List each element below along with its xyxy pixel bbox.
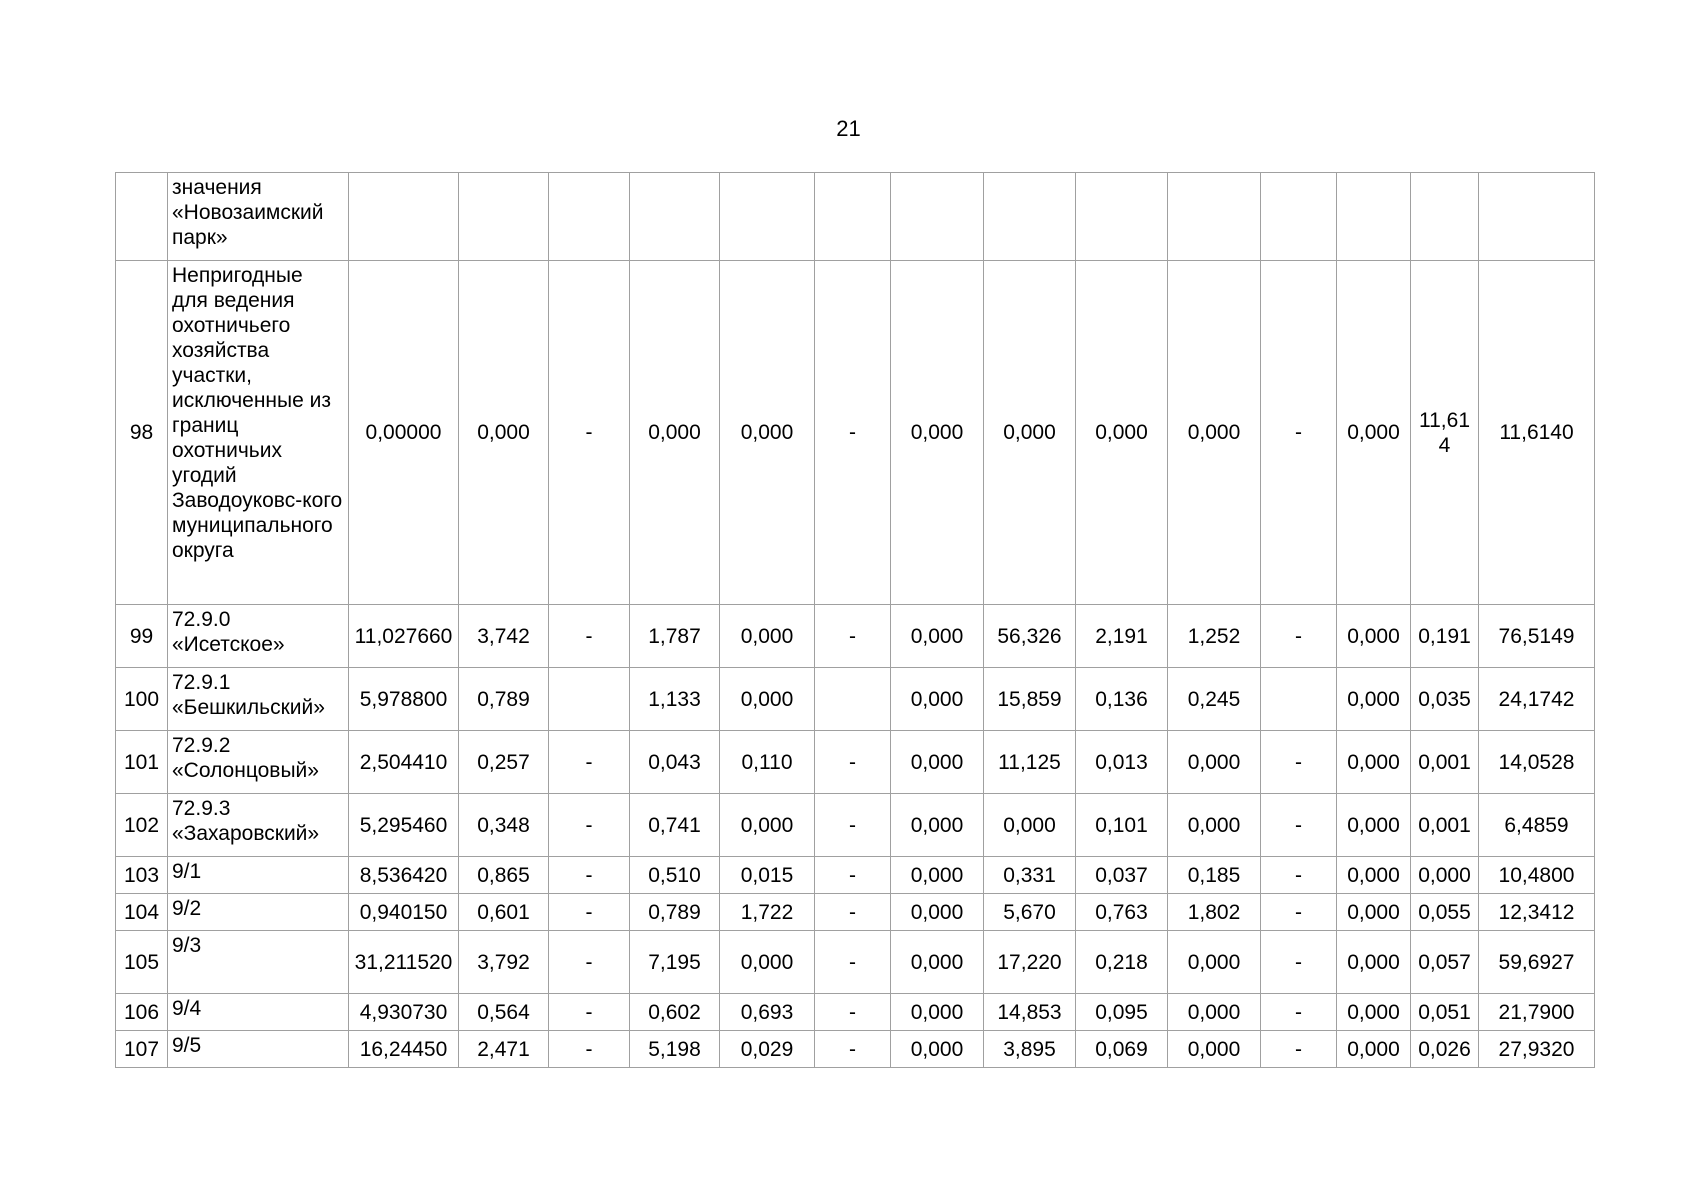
value-cell: - [1261,1031,1337,1068]
value-cell: 17,220 [984,931,1076,994]
value-cell: 0,000 [891,931,984,994]
value-cell [549,668,630,731]
table-row [116,794,1595,857]
value-cell: 59,6927 [1479,931,1595,994]
value-cell: 1,133 [630,668,720,731]
table-row [116,931,1595,994]
value-cell: 0,000 [720,931,815,994]
value-cell: 0,000 [891,857,984,894]
value-cell: - [1261,605,1337,668]
value-cell: 0,051 [1411,994,1479,1031]
value-cell: - [549,994,630,1031]
value-cell: 0,000 [984,794,1076,857]
value-cell: - [815,731,891,794]
value-cell: 1,722 [720,894,815,931]
value-cell: 11,027660 [349,605,459,668]
value-cell: 0,000 [891,1031,984,1068]
value-cell: 12,3412 [1479,894,1595,931]
value-cell: 0,789 [630,894,720,931]
value-cell: 2,504410 [349,731,459,794]
row-number-cell [116,173,168,261]
row-name-cell: 72.9.3 «Захаровский» [168,794,349,857]
value-cell: 0,218 [1076,931,1168,994]
value-cell [1076,173,1168,261]
row-name-cell: 9/4 [168,994,349,1031]
value-cell: 0,185 [1168,857,1261,894]
value-cell: 0,865 [459,857,549,894]
value-cell: 0,000 [1337,931,1411,994]
value-cell: 5,295460 [349,794,459,857]
value-cell: 0,741 [630,794,720,857]
table-row [116,261,1595,605]
value-cell: - [549,894,630,931]
value-cell: 0,015 [720,857,815,894]
value-cell: - [549,794,630,857]
value-cell: 0,000 [891,994,984,1031]
value-cell: 0,000 [1411,857,1479,894]
value-cell: 0,000 [891,261,984,605]
value-cell: 0,057 [1411,931,1479,994]
value-cell: - [815,794,891,857]
value-cell: 11,614 [1411,261,1479,605]
row-number-cell: 100 [116,668,168,731]
value-cell: 0,000 [891,605,984,668]
value-cell [1411,173,1479,261]
table-row [116,605,1595,668]
value-cell: 0,000 [1337,668,1411,731]
value-cell [349,173,459,261]
value-cell: 0,000 [720,668,815,731]
value-cell: 0,000 [630,261,720,605]
value-cell: 76,5149 [1479,605,1595,668]
row-number-cell: 107 [116,1031,168,1068]
value-cell: - [815,261,891,605]
value-cell [1168,173,1261,261]
value-cell: - [1261,894,1337,931]
row-name-cell: 72.9.0 «Исетское» [168,605,349,668]
value-cell: 16,24450 [349,1031,459,1068]
value-cell: - [549,605,630,668]
value-cell [984,173,1076,261]
value-cell: 24,1742 [1479,668,1595,731]
value-cell: 11,125 [984,731,1076,794]
value-cell: 3,742 [459,605,549,668]
value-cell: 0,095 [1076,994,1168,1031]
table-row [116,731,1595,794]
value-cell: 0,245 [1168,668,1261,731]
value-cell: 1,787 [630,605,720,668]
value-cell: 0,763 [1076,894,1168,931]
value-cell: - [815,931,891,994]
value-cell [720,173,815,261]
data-table [115,172,1595,1068]
value-cell: 0,000 [1337,857,1411,894]
row-name-cell: 9/5 [168,1031,349,1068]
value-cell: 0,000 [1168,731,1261,794]
value-cell: - [1261,261,1337,605]
value-cell [1337,173,1411,261]
value-cell: 0,000 [1337,731,1411,794]
value-cell [1261,173,1337,261]
value-cell: 0,101 [1076,794,1168,857]
value-cell: 15,859 [984,668,1076,731]
page-number: 21 [836,116,861,141]
value-cell: 0,000 [720,605,815,668]
table-row [116,668,1595,731]
value-cell: 0,029 [720,1031,815,1068]
value-cell: 0,789 [459,668,549,731]
value-cell: - [1261,794,1337,857]
value-cell: - [815,994,891,1031]
value-cell: 0,000 [1168,261,1261,605]
value-cell: 0,000 [720,261,815,605]
value-cell: 31,211520 [349,931,459,994]
row-name-cell: 72.9.1 «Бешкильский» [168,668,349,731]
value-cell: 0,000 [1168,994,1261,1031]
value-cell: 0,110 [720,731,815,794]
value-cell: 0,000 [891,731,984,794]
value-cell: 0,348 [459,794,549,857]
value-cell: 0,331 [984,857,1076,894]
row-name-cell: 72.9.2 «Солонцовый» [168,731,349,794]
table-row [116,1031,1595,1068]
table-row [116,857,1595,894]
value-cell: 0,000 [1168,1031,1261,1068]
value-cell: 14,0528 [1479,731,1595,794]
value-cell: 0,601 [459,894,549,931]
value-cell: - [1261,731,1337,794]
table-row [116,173,1595,261]
row-number-cell: 103 [116,857,168,894]
value-cell: - [549,261,630,605]
row-name-cell: значения «Новозаимский парк» [168,173,349,261]
value-cell: 0,000 [1168,931,1261,994]
value-cell: 0,000 [1076,261,1168,605]
value-cell: 0,000 [1337,994,1411,1031]
value-cell: 0,000 [1337,261,1411,605]
value-cell [891,173,984,261]
value-cell: 11,6140 [1479,261,1595,605]
value-cell: - [815,857,891,894]
value-cell: 0,257 [459,731,549,794]
value-cell: 0,000 [1168,794,1261,857]
row-number-cell: 106 [116,994,168,1031]
value-cell: 0,043 [630,731,720,794]
value-cell: 0,000 [1337,1031,1411,1068]
value-cell: 0,602 [630,994,720,1031]
row-number-cell: 104 [116,894,168,931]
value-cell: 2,191 [1076,605,1168,668]
value-cell: - [549,731,630,794]
table-row [116,994,1595,1031]
value-cell [815,173,891,261]
value-cell: 0,055 [1411,894,1479,931]
value-cell: 0,00000 [349,261,459,605]
row-name-cell: Непригодные для ведения охотничьего хозяйства участки, исключенные из границ охотничьих угодий Заводоуковс-кого муниципального округа [168,261,349,605]
value-cell: 21,7900 [1479,994,1595,1031]
value-cell: 0,510 [630,857,720,894]
value-cell: 0,035 [1411,668,1479,731]
value-cell: 0,564 [459,994,549,1031]
value-cell: 0,069 [1076,1031,1168,1068]
value-cell: 0,940150 [349,894,459,931]
value-cell: - [549,857,630,894]
value-cell: 0,000 [1337,794,1411,857]
value-cell [549,173,630,261]
value-cell: 0,000 [720,794,815,857]
value-cell: 6,4859 [1479,794,1595,857]
value-cell: - [1261,994,1337,1031]
value-cell [459,173,549,261]
value-cell: - [815,605,891,668]
row-name-cell: 9/3 [168,931,349,994]
table-row [116,894,1595,931]
value-cell: 0,000 [891,668,984,731]
value-cell: 0,001 [1411,731,1479,794]
value-cell: 1,252 [1168,605,1261,668]
row-number-cell: 105 [116,931,168,994]
value-cell: 0,037 [1076,857,1168,894]
value-cell: 27,9320 [1479,1031,1595,1068]
value-cell: 0,000 [891,894,984,931]
row-number-cell: 99 [116,605,168,668]
value-cell: 8,536420 [349,857,459,894]
value-cell: 4,930730 [349,994,459,1031]
value-cell: 14,853 [984,994,1076,1031]
value-cell: 0,000 [459,261,549,605]
value-cell: 0,191 [1411,605,1479,668]
value-cell: 0,000 [984,261,1076,605]
value-cell [815,668,891,731]
value-cell: 5,670 [984,894,1076,931]
value-cell: 5,978800 [349,668,459,731]
value-cell: 56,326 [984,605,1076,668]
value-cell: 3,895 [984,1031,1076,1068]
value-cell [1261,668,1337,731]
value-cell [1479,173,1595,261]
value-cell: - [1261,857,1337,894]
value-cell: 0,026 [1411,1031,1479,1068]
value-cell: 0,693 [720,994,815,1031]
value-cell: 1,802 [1168,894,1261,931]
value-cell: 3,792 [459,931,549,994]
value-cell: - [549,1031,630,1068]
row-number-cell: 101 [116,731,168,794]
value-cell: - [815,1031,891,1068]
value-cell: 10,4800 [1479,857,1595,894]
value-cell: 0,000 [1337,605,1411,668]
value-cell [630,173,720,261]
value-cell: 7,195 [630,931,720,994]
value-cell: - [1261,931,1337,994]
row-name-cell: 9/2 [168,894,349,931]
value-cell: 0,136 [1076,668,1168,731]
value-cell: 2,471 [459,1031,549,1068]
value-cell: 0,000 [1337,894,1411,931]
value-cell: 5,198 [630,1031,720,1068]
value-cell: - [815,894,891,931]
row-number-cell: 102 [116,794,168,857]
row-number-cell: 98 [116,261,168,605]
value-cell: 0,001 [1411,794,1479,857]
value-cell: 0,013 [1076,731,1168,794]
row-name-cell: 9/1 [168,857,349,894]
value-cell: - [549,931,630,994]
value-cell: 0,000 [891,794,984,857]
table-body [116,173,1595,1068]
